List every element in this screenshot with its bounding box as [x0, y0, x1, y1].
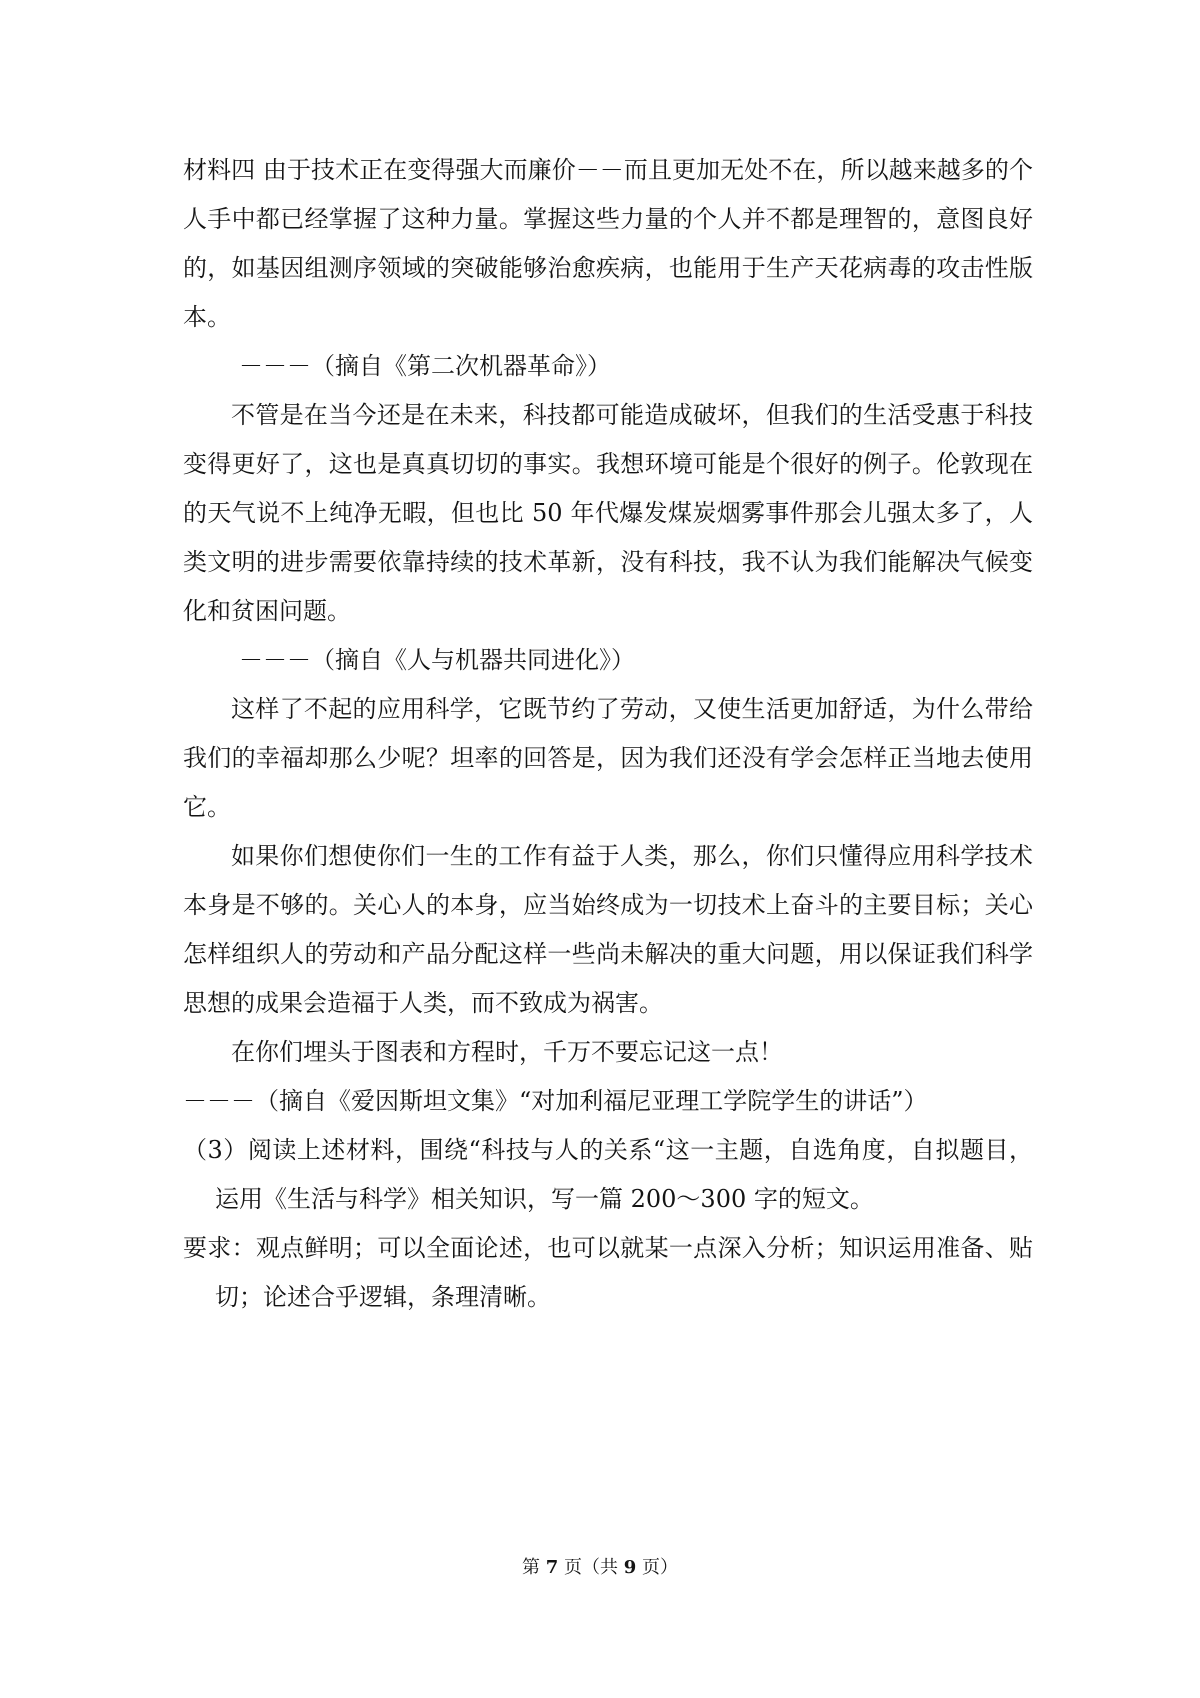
- paragraph-3: 这样了不起的应用科学，它既节约了劳动，又使生活更加舒适，为什么带给我们的幸福却那么少呢？坦率的回答是，因为我们还没有学会怎样正当地去使用它。: [183, 695, 1033, 821]
- footer-middle: 页（共: [564, 1557, 618, 1578]
- footer-current-page: 7: [545, 1557, 559, 1578]
- footer-prefix: 第: [522, 1557, 540, 1578]
- paragraph-5: 在你们埋头于图表和方程时，千万不要忘记这一点！: [231, 1038, 783, 1066]
- requirement-paragraph: 要求：观点鲜明；可以全面论述，也可以就某一点深入分析；知识运用准备、贴切；论述合乎逻辑，条理清晰。: [183, 1234, 1033, 1311]
- paragraph-2: 不管是在当今还是在未来，科技都可能造成破坏，但我们的生活受惠于科技变得更好了，这也是真真切切的事实。我想环境可能是个很好的例子。伦敦现在的天气说不上纯净无暇，但也比 50 年代爆发煤炭烟雾事件那会儿强太多了，人类文明的进步需要依靠持续的技术革新，没有科技，我不认为我们能解决气候变化和贫困问题。: [183, 401, 1033, 625]
- question-3: （3）阅读上述材料，围绕“科技与人的关系“这一主题，自选角度，自拟题目，运用《生活与科学》相关知识，写一篇 200～300 字的短文。: [183, 1136, 1033, 1213]
- page-footer: [0, 1553, 1200, 1579]
- source-citation-1: －－－（摘自《第二次机器革命》）: [239, 352, 611, 380]
- paragraph-4: 如果你们想使你们一生的工作有益于人类，那么，你们只懂得应用科学技术本身是不够的。关心人的本身，应当始终成为一切技术上奋斗的主要目标；关心怎样组织人的劳动和产品分配这样一些尚未解决的重大问题，用以保证我们科学思想的成果会造福于人类，而不致成为祸害。: [183, 842, 1033, 1017]
- footer-total-pages: 9: [623, 1557, 637, 1578]
- material-four-paragraph: 材料四 由于技术正在变得强大而廉价－－而且更加无处不在，所以越来越多的个人手中都已经掌握了这种力量。掌握这些力量的个人并不都是理智的，意图良好的，如基因组测序领域的突破能够治愈疾病，也能用于生产天花病毒的攻击性版本。: [183, 156, 1033, 331]
- source-citation-3: －－－（摘自《爱因斯坦文集》“对加利福尼亚理工学院学生的讲话”）: [183, 1087, 928, 1115]
- source-citation-2: －－－（摘自《人与机器共同进化》）: [239, 646, 635, 674]
- document-body: [183, 146, 1033, 1322]
- footer-suffix: 页）: [642, 1557, 678, 1578]
